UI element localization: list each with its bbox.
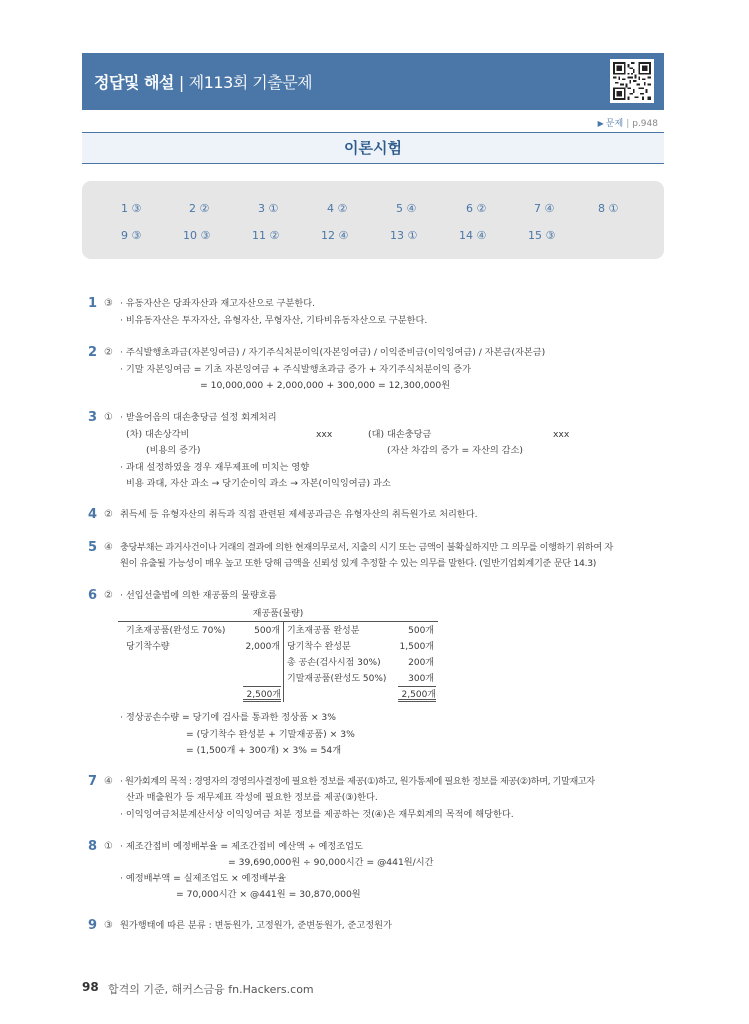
journal-debit-label: (차) 대손상각비 <box>126 429 190 440</box>
explanation-line: 충당부채는 과거사건이나 거래의 결과에 의한 현재의무로서, 지출의 시기 또는 금액이 불확실하지만 그 의무를 이행하기 위하여 자 <box>120 542 613 553</box>
explanation-line: 원이 유출될 가능성이 매우 높고 또한 당해 금액을 신뢰성 있게 추정할 수 있는 의무를 말한다. (일반기업회계기준 문단 14.3) <box>120 558 597 569</box>
header-title-sub: 제113회 기출문제 <box>188 73 313 92</box>
journal-debit-amount: xxx <box>316 429 333 440</box>
question-number: 4 <box>88 507 98 522</box>
problem-page-link[interactable] <box>598 116 658 129</box>
answer-item: 11 ② <box>252 229 280 242</box>
explanation-line: 취득세 등 유형자산의 취득과 직접 관련된 제세공과금은 유형자산의 취득원가로 처리한다. <box>120 509 478 520</box>
t-account-title: 재공품(물량) <box>118 606 438 622</box>
explanation-line: = (당기착수 완성분 + 기말재공품) × 3% <box>186 729 355 740</box>
question-answer: ③ <box>104 298 113 309</box>
journal-credit-note: (자산 차감의 증가 = 자산의 감소) <box>387 445 523 456</box>
question-number: 7 <box>88 774 98 789</box>
answer-item: 2 ② <box>189 202 210 215</box>
answer-item: 12 ④ <box>321 229 349 242</box>
question-answer: ② <box>104 509 113 520</box>
answer-item: 15 ③ <box>528 229 556 242</box>
question-answer: ② <box>104 347 113 358</box>
explanation-line: · 유동자산은 당좌자산과 재고자산으로 구분한다. <box>120 298 316 309</box>
question-number: 6 <box>88 588 98 603</box>
answer-key-box <box>82 181 664 259</box>
journal-credit-amount: xxx <box>553 429 570 440</box>
explanation-line: 원가행태에 따른 분류 : 변동원가, 고정원가, 준변동원가, 준고정원가 <box>120 920 392 931</box>
question-answer: ① <box>104 412 113 423</box>
t-account-credit-label: 총 공손(검사시점 30%) <box>287 658 381 668</box>
journal-credit-label: (대) 대손충당금 <box>368 429 432 440</box>
t-account-debit-value: 2,000개 <box>245 642 280 652</box>
answer-item: 1 ③ <box>121 202 142 215</box>
journal-debit-note: (비용의 증가) <box>146 445 201 456</box>
t-account-credit-value: 1,500개 <box>399 642 434 652</box>
answer-item: 3 ① <box>258 202 279 215</box>
explanation-line: · 과대 설정하였을 경우 재무제표에 미치는 영향 <box>120 462 310 473</box>
explanation-line: 산과 매출원가 등 재무제표 작성에 필요한 정보를 제공(③)한다. <box>126 792 378 803</box>
t-account-credit-label: 기초재공품 완성분 <box>287 626 360 636</box>
play-arrow-icon: ▶ <box>597 119 604 128</box>
t-account-credit-label: 당기착수 완성분 <box>287 642 351 652</box>
t-account-credit-value: 500개 <box>408 626 434 636</box>
question-number: 5 <box>88 540 98 555</box>
t-account-debit-total: 2,500개 <box>243 686 281 702</box>
explanation-line: · 제조간접비 예정배부율 = 제조간접비 예산액 ÷ 예정조업도 <box>120 841 363 852</box>
answer-item: 7 ④ <box>534 202 555 215</box>
question-answer: ② <box>104 590 113 601</box>
question-answer: ③ <box>104 920 113 931</box>
question-answer: ④ <box>104 542 113 553</box>
question-number: 1 <box>88 296 98 311</box>
answer-item: 13 ① <box>390 229 418 242</box>
explanation-line: = (1,500개 + 300개) × 3% = 54개 <box>186 745 342 756</box>
explanation-line: = 10,000,000 + 2,000,000 + 300,000 = 12,300,000원 <box>200 380 451 391</box>
question-answer: ① <box>104 841 113 852</box>
explanation-line: · 정상공손수량 = 당기에 검사를 통과한 정상품 × 3% <box>120 712 337 723</box>
section-title-bar <box>82 132 664 164</box>
explanation-line: = 70,000시간 × @441원 = 30,870,000원 <box>176 889 361 900</box>
answer-item: 6 ② <box>466 202 487 215</box>
explanation-line: · 주식발행초과금(자본잉여금) / 자기주식처분이익(자본잉여금) / 이익준비금(이익잉여금) / 자본금(자본금) <box>120 347 546 358</box>
t-account-credit-label: 기말재공품(완성도 50%) <box>287 674 387 684</box>
explanation-line: · 예정배부액 = 실제조업도 × 예정배부율 <box>120 873 287 884</box>
header-band <box>82 53 664 110</box>
question-number: 2 <box>88 345 98 360</box>
t-account-credit-total: 2,500개 <box>398 686 436 702</box>
answer-item: 8 ① <box>598 202 619 215</box>
problem-ref-page: p.948 <box>632 119 658 129</box>
explanation-line: · 받을어음의 대손충당금 설정 회계처리 <box>120 412 277 423</box>
header-title-separator: | <box>178 73 184 92</box>
question-number: 8 <box>88 839 98 854</box>
section-title: 이론시험 <box>344 139 402 157</box>
answer-item: 5 ④ <box>396 202 417 215</box>
t-account-credit-value: 300개 <box>408 674 434 684</box>
header-title <box>94 70 312 93</box>
footer-text: 합격의 기준, 해커스금융 fn.Hackers.com <box>108 983 314 996</box>
t-account-debit-label: 당기착수량 <box>126 642 170 652</box>
t-account-credit-value: 200개 <box>408 658 434 668</box>
t-account-debit-value: 500개 <box>254 626 280 636</box>
answer-item: 4 ② <box>327 202 348 215</box>
explanation-line: = 39,690,000원 ÷ 90,000시간 = @441원/시간 <box>228 857 434 868</box>
t-account-divider <box>283 622 284 702</box>
explanation-line: · 원가회계의 목적 : 경영자의 경영의사결정에 필요한 정보를 제공(①)하고, 원가통제에 필요한 정보를 제공(②)하며, 기말재고자 <box>120 776 595 787</box>
problem-ref-label: 문제 <box>605 119 624 129</box>
question-answer: ④ <box>104 776 113 787</box>
answer-item: 9 ③ <box>121 229 142 242</box>
explanation-line: · 비유동자산은 투자자산, 유형자산, 무형자산, 기타비유동자산으로 구분한다. <box>120 315 428 326</box>
explanation-line: · 이익잉여금처분계산서상 이익잉여금 처분 정보를 제공하는 것(④)은 재무회계의 목적에 해당한다. <box>120 809 514 820</box>
question-number: 9 <box>88 918 98 933</box>
explanation-line: 비용 과대, 자산 과소 → 당기순이익 과소 → 자본(이익잉여금) 과소 <box>126 478 391 489</box>
qr-code-icon[interactable] <box>610 59 654 103</box>
problem-ref-separator: | <box>626 119 630 129</box>
page-number: 98 <box>82 980 99 994</box>
answer-item: 14 ④ <box>459 229 487 242</box>
explanation-line: · 기말 자본잉여금 = 기초 자본잉여금 + 주식발행초과금 증가 + 자기주식처분이익 증가 <box>120 364 472 375</box>
header-title-bold: 정답및 해설 <box>94 73 174 92</box>
explanation-line: · 선입선출법에 의한 재공품의 물량흐름 <box>120 590 277 601</box>
t-account-debit-label: 기초재공품(완성도 70%) <box>126 626 226 636</box>
question-number: 3 <box>88 410 98 425</box>
answer-item: 10 ③ <box>183 229 211 242</box>
